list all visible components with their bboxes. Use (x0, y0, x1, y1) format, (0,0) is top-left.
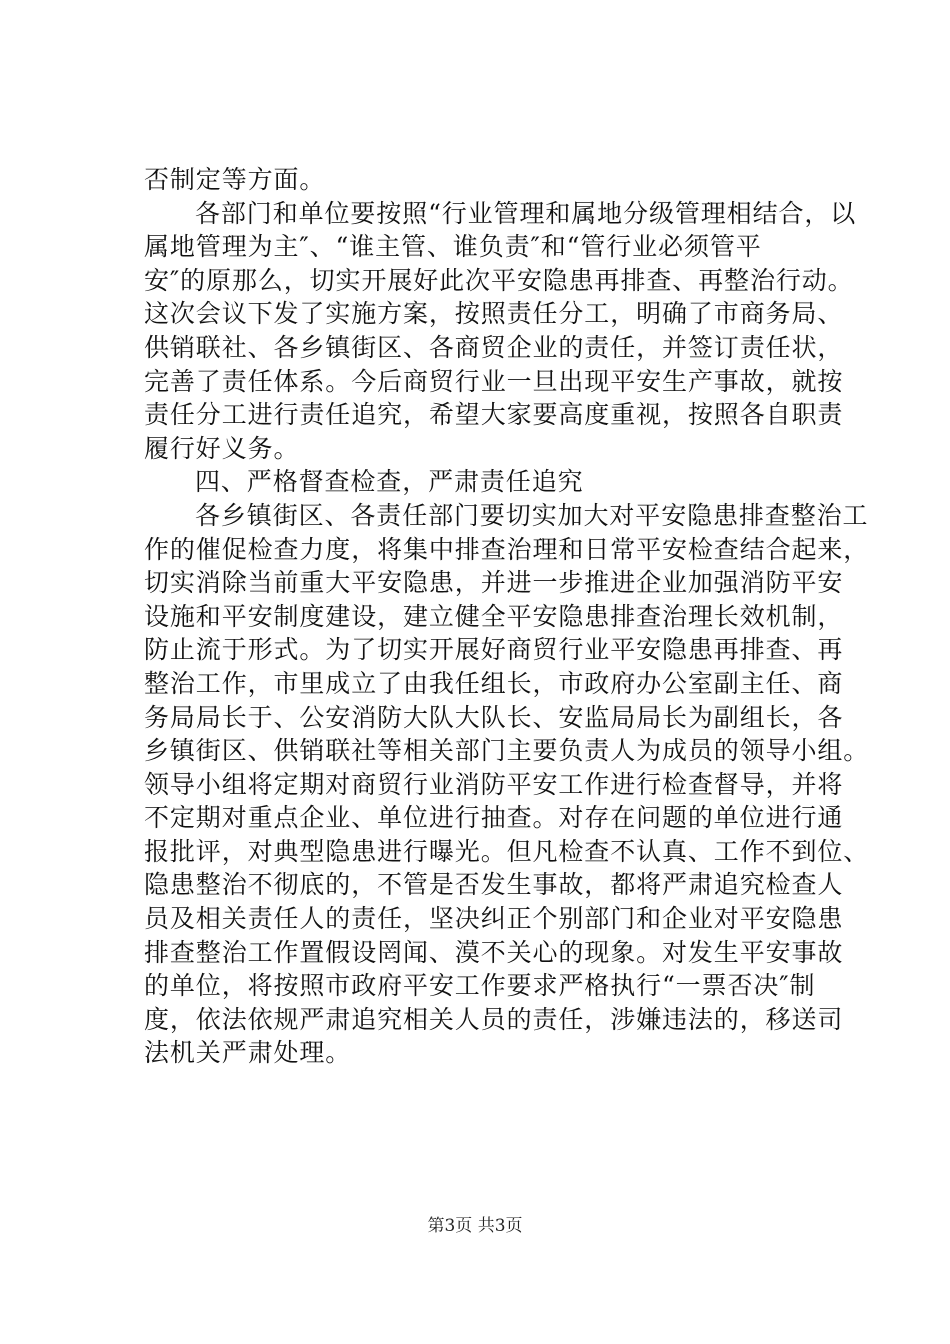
text-line: 员及相关责任人的责任，坚决纠正个别部门和企业对平安隐患 (144, 904, 844, 934)
page-footer: 第3页 共3页 (427, 1216, 523, 1236)
text-line: 作的催促检查力度，将集中排查治理和日常平安检查结合起来， (144, 534, 870, 564)
paragraph-first-line: 各乡镇街区、各责任部门要切实加大对平安隐患排查整治工 (195, 500, 869, 530)
text-line: 排查整治工作置假设罔闻、漠不关心的现象。对发生平安事故 (144, 937, 844, 967)
text-line: 这次会议下发了实施方案，按照责任分工，明确了市商务局、 (144, 299, 844, 329)
text-line: 防止流于形式。为了切实开展好商贸行业平安隐患再排查、再 (144, 635, 844, 665)
text-line: 属地管理为主″、“谁主管、谁负责″和“管行业必须管平 (144, 232, 762, 262)
text-line: 领导小组将定期对商贸行业消防平安工作进行检查督导，并将 (144, 769, 844, 799)
text-line: 法机关严肃处理。 (144, 1038, 352, 1068)
text-line: 报批评，对典型隐患进行曝光。但凡检查不认真、工作不到位、 (144, 836, 870, 866)
text-line: 安″的原那么，切实开展好此次平安隐患再排查、再整治行动。 (144, 265, 854, 295)
text-line: 乡镇街区、供销联社等相关部门主要负责人为成员的领导小组。 (144, 736, 870, 766)
text-line: 度，依法依规严肃追究相关人员的责任，涉嫌违法的，移送司 (144, 1004, 844, 1034)
paragraph-first-line: 各部门和单位要按照“行业管理和属地分级管理相结合，以 (195, 198, 857, 228)
text-line: 否制定等方面。 (144, 165, 326, 194)
document-body (144, 163, 870, 1070)
text-line: 责任分工进行责任追究，希望大家要高度重视，按照各自职责 (144, 400, 844, 430)
text-line: 供销联社、各乡镇街区、各商贸企业的责任，并签订责任状， (144, 332, 844, 362)
text-line: 完善了责任体系。今后商贸行业一旦出现平安生产事故，就按 (144, 366, 844, 396)
text-line: 设施和平安制度建设，建立健全平安隐患排查治理长效机制， (144, 601, 844, 631)
text-line: 整治工作，市里成立了由我任组长，市政府办公室副主任、商 (144, 668, 844, 698)
text-line: 不定期对重点企业、单位进行抽查。对存在问题的单位进行通 (144, 803, 844, 833)
text-line: 履行好义务。 (144, 433, 300, 463)
text-line: 的单位，将按照市政府平安工作要求严格执行“一票否决″制 (144, 971, 816, 1001)
text-line: 隐患整治不彻底的，不管是否发生事故，都将严肃追究检查人 (144, 870, 844, 900)
paragraph-first-line: 四、严格督查检查，严肃责任追究 (195, 467, 584, 497)
text-line: 切实消除当前重大平安隐患，并进一步推进企业加强消防平安 (144, 568, 844, 598)
text-line: 务局局长于、公安消防大队大队长、安监局局长为副组长，各 (144, 702, 844, 732)
